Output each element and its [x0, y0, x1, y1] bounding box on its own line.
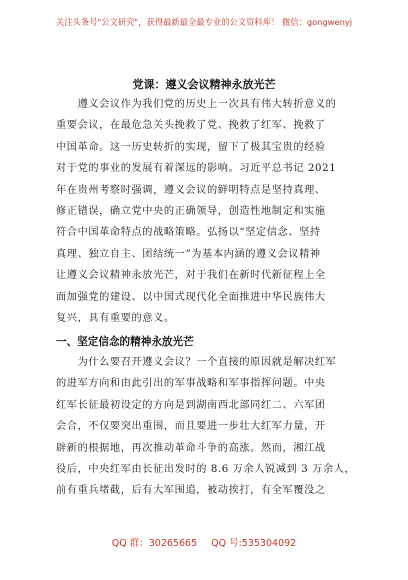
paragraph-line: 修正错误，确立党中央的正确领导，创造性地制定和实施: [56, 205, 326, 217]
section1-paragraph: [56, 352, 356, 502]
paragraph-line: 前有重兵堵截，后有大军围追，被动挨打，有全军覆没之: [56, 485, 326, 497]
paragraph-line: 中国革命。这一历史转折的实现，留下了极其宝贵的经验: [56, 141, 326, 153]
paragraph-line: 重要会议，在最危急关头挽救了党、挽救了红军、挽救了: [56, 120, 326, 132]
qq-account-number: QQ 号:535304092: [211, 538, 297, 549]
document-title: 党课：遵义会议精神永放光芒: [132, 78, 276, 91]
paragraph-line: 真理、独立自主、团结统一”为基本内涵的遵义会议精神: [56, 248, 321, 260]
paragraph-line: 年在贵州考察时强调，遵义会议的鲜明特点是坚持真理、: [56, 184, 326, 196]
paragraph-line: 辟新的根据地，再次推动革命斗争的高涨。然而，湘江战: [56, 442, 326, 454]
section-heading: 一、坚定信念的精神永放光芒: [56, 336, 194, 348]
paragraph-line: 的进军方向和由此引出的军事战略和军事指挥问题。中央: [56, 378, 326, 390]
paragraph-line: 对于党的事业的发展有着深远的影响。习近平总书记 2021: [56, 163, 337, 175]
qq-group-number: QQ 群：30265665: [111, 538, 198, 549]
paragraph-line: 遵义会议作为我们党的历史上一次具有伟大转折意义的: [56, 99, 337, 110]
paragraph-line: 复兴，具有重要的意义。: [56, 312, 175, 324]
paragraph-line: 让遵义会议精神永放光芒，对于我们在新时代新征程上全: [56, 270, 326, 282]
paragraph-line: 会合，不仅要突出重围，而且要进一步壮大红军力量，开: [56, 421, 326, 433]
promo-banner: 关注头条号"公文研究"，获得最新最全最专业的公文资料库！ 微信：gongwenyj: [55, 17, 353, 27]
paragraph-line: 符合中国革命特点的战略策略。弘扬以“坚定信念、坚持: [56, 227, 321, 239]
contact-footer: [0, 535, 408, 549]
intro-paragraph: [56, 94, 356, 329]
paragraph-line: 面加强党的建设、以中国式现代化全面推进中华民族伟大: [56, 291, 326, 303]
paragraph-line: 役后，中央红军由长征出发时的 8.6 万余人锐减到 3 万余人，: [56, 463, 356, 475]
paragraph-line: 为什么要召开遵义会议？一个直接的原因就是解决红军: [56, 357, 337, 368]
paragraph-line: 红军长征最初设定的方向是到湖南西北部同红二、六军团: [56, 399, 326, 411]
